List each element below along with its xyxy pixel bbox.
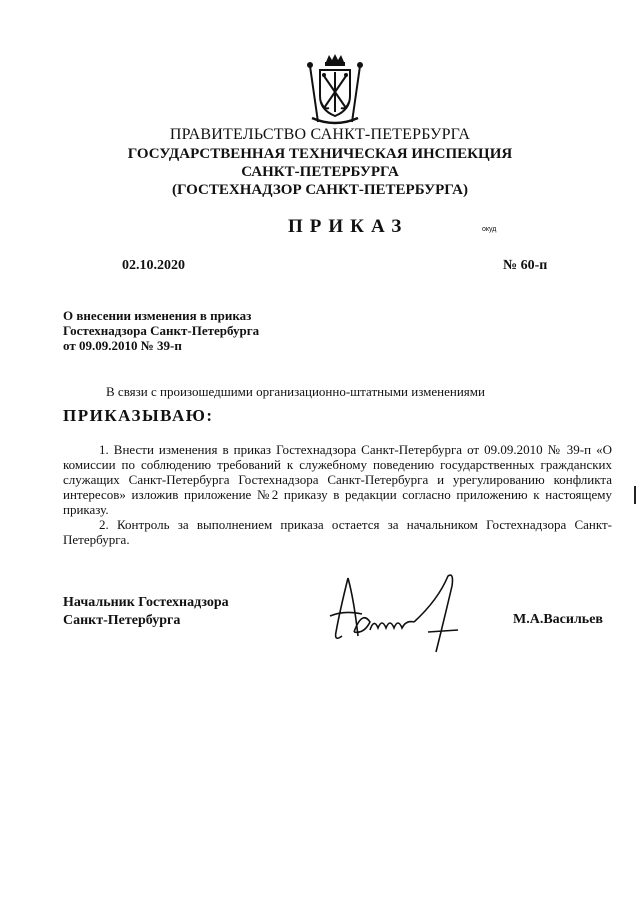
okud-label: окуд (482, 226, 497, 233)
government-title: ПРАВИТЕЛЬСТВО САНКТ-ПЕТЕРБУРГА (169, 126, 471, 143)
order-heading: ПРИКАЗЫВАЮ: (63, 406, 214, 425)
coat-of-arms-icon (302, 52, 368, 128)
handwritten-signature (318, 570, 463, 660)
org-name-line1: ГОСУДАРСТВЕННАЯ ТЕХНИЧЕСКАЯ ИНСПЕКЦИЯ (127, 146, 513, 162)
org-name-line2: САНКТ-ПЕТЕРБУРГА (241, 164, 399, 180)
org-name-line3: (ГОСТЕХНАДЗОР САНКТ-ПЕТЕРБУРГА) (172, 182, 468, 198)
order-item-2: 2. Контроль за выполнением приказа остается за начальником Гостехнадзора Санкт-Петербурга. (63, 517, 612, 547)
subject-line2: Гостехнадзора Санкт-Петербурга (63, 323, 260, 338)
signer-title-line2: Санкт-Петербурга (63, 613, 181, 628)
subject-line1: О внесении изменения в приказ (63, 308, 252, 323)
document-number: № 60-п (503, 258, 548, 273)
signer-name: М.А.Васильев (513, 612, 603, 627)
signer-title-line1: Начальник Гостехнадзора (63, 595, 229, 610)
order-item-1: 1. Внести изменения в приказ Гостехнадзора Санкт-Петербурга от 09.09.2010 № 39-п «О комиссии по соблюдению требований к служебному поведению государственных гражданских служащих Санкт-Петербурга Гостехнадзора Санкт-Петербурга и урегулированию конфликта интересов» изложив приложение №2 приказу в редакции согласно приложению к настоящему приказу. (63, 442, 612, 517)
document-type: ПРИКАЗ (288, 216, 409, 237)
preamble: В связи с произошедшими организационно-штатными изменениями (106, 384, 485, 399)
margin-mark (634, 486, 636, 504)
subject-line3: от 09.09.2010 № 39-п (63, 338, 182, 353)
document-subject (63, 308, 259, 353)
order-items (63, 442, 612, 547)
signer-title (63, 594, 229, 630)
document-date: 02.10.2020 (122, 258, 185, 273)
